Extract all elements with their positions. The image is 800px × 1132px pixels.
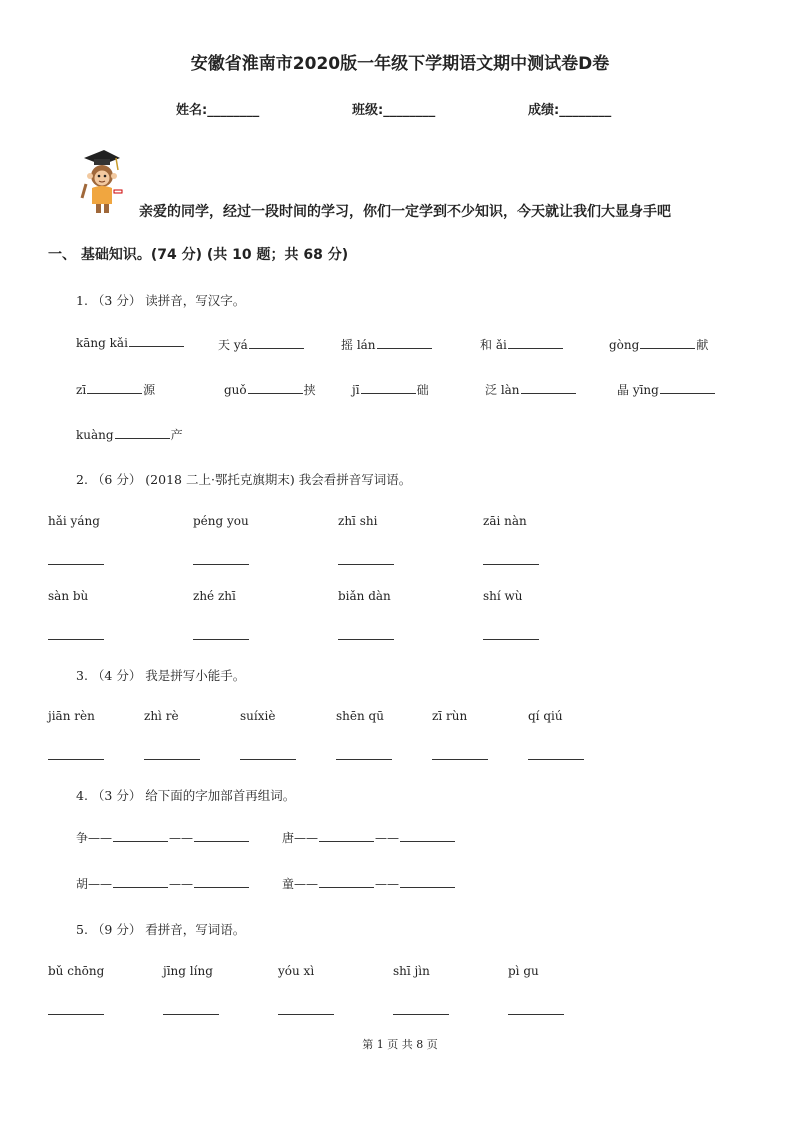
q1-item[interactable]: 天 yá <box>218 336 305 353</box>
answer-blank[interactable] <box>393 1014 449 1015</box>
q5-pinyin: shī jìn <box>393 964 430 978</box>
q1-item[interactable]: 晶 yīng <box>617 381 716 398</box>
answer-blank[interactable] <box>483 564 539 565</box>
q3-header: 3. （4 分） 我是拼写小能手。 <box>76 668 246 683</box>
q1-item[interactable]: jī 础 <box>352 383 429 397</box>
class-field: 班级:________ <box>352 103 436 118</box>
answer-blank[interactable] <box>48 639 104 640</box>
q1-item[interactable]: kuàng 产 <box>76 428 183 442</box>
q1-item[interactable]: zī 源 <box>76 383 156 397</box>
q1-header: 1. （3 分） 读拼音，写汉字。 <box>76 293 246 308</box>
answer-blank[interactable] <box>48 759 104 760</box>
q3-pinyin: shēn qū <box>336 709 384 723</box>
q4-item[interactable]: 童—— —— <box>282 875 456 892</box>
answer-blank[interactable] <box>483 639 539 640</box>
q1-item[interactable]: guǒ 挟 <box>224 383 316 397</box>
q3-pinyin: zī rùn <box>432 709 468 723</box>
q1-item[interactable]: gòng 献 <box>609 338 709 352</box>
answer-blank[interactable] <box>193 639 249 640</box>
page-title: 安徽省淮南市2020版一年级下学期语文期中测试卷D卷 <box>190 54 610 74</box>
q3-pinyin: qí qiú <box>528 709 563 723</box>
q5-pinyin: yóu xì <box>278 964 315 978</box>
q2-pinyin: hǎi yáng <box>48 514 100 528</box>
monkey-mascot-icon <box>76 146 124 218</box>
answer-blank[interactable] <box>193 564 249 565</box>
q1-item[interactable]: 摇 lán <box>341 336 433 353</box>
q4-item[interactable]: 胡—— —— <box>76 875 250 892</box>
answer-blank[interactable] <box>163 1014 219 1015</box>
q2-pinyin: shí wù <box>483 589 523 603</box>
q2-header: 2. （6 分） (2018 二上·鄂托克旗期末) 我会看拼音写词语。 <box>76 472 412 487</box>
answer-blank[interactable] <box>432 759 488 760</box>
q2-pinyin: zhé zhī <box>193 589 236 603</box>
q3-pinyin: zhì rè <box>144 709 179 723</box>
q4-item[interactable]: 唐—— —— <box>282 829 456 846</box>
q5-pinyin: jīng líng <box>163 964 213 978</box>
q3-pinyin: jiān rèn <box>48 709 95 723</box>
q2-pinyin: zhī shi <box>338 514 378 528</box>
answer-blank[interactable] <box>338 639 394 640</box>
greeting-text: 亲爱的同学，经过一段时间的学习，你们一定学到不少知识，今天就让我们大显身手吧 <box>139 204 671 220</box>
q5-pinyin: bǔ chōng <box>48 964 105 978</box>
answer-blank[interactable] <box>144 759 200 760</box>
page-footer: 第 1 页 共 8 页 <box>362 1038 438 1051</box>
answer-blank[interactable] <box>48 1014 104 1015</box>
q1-item[interactable]: kāng kǎi <box>76 336 185 350</box>
answer-blank[interactable] <box>508 1014 564 1015</box>
q3-pinyin: suíxiè <box>240 709 276 723</box>
q5-pinyin: pì gu <box>508 964 539 978</box>
answer-blank[interactable] <box>278 1014 334 1015</box>
q1-item[interactable]: 和 ǎi <box>480 336 564 353</box>
q2-pinyin: zāi nàn <box>483 514 527 528</box>
score-field: 成绩:________ <box>528 103 612 118</box>
answer-blank[interactable] <box>336 759 392 760</box>
answer-blank[interactable] <box>240 759 296 760</box>
q4-header: 4. （3 分） 给下面的字加部首再组词。 <box>76 788 296 803</box>
q2-pinyin: biǎn dàn <box>338 589 391 603</box>
answer-blank[interactable] <box>48 564 104 565</box>
answer-blank[interactable] <box>528 759 584 760</box>
q5-header: 5. （9 分） 看拼音，写词语。 <box>76 922 246 937</box>
answer-blank[interactable] <box>338 564 394 565</box>
section-heading: 一、 基础知识。(74 分) (共 10 题；共 68 分) <box>48 247 349 263</box>
q4-item[interactable]: 争—— —— <box>76 829 250 846</box>
q2-pinyin: sàn bù <box>48 589 89 603</box>
q1-item[interactable]: 泛 làn <box>485 381 577 398</box>
name-field: 姓名:________ <box>176 103 260 118</box>
q2-pinyin: péng you <box>193 514 249 528</box>
